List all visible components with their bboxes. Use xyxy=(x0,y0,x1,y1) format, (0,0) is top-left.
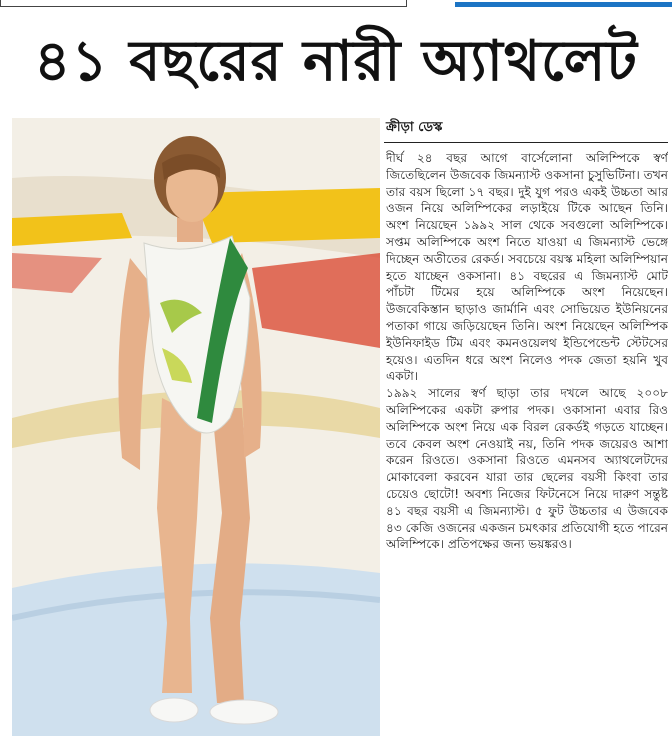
top-strip xyxy=(0,0,672,14)
article-paragraph: দীর্ঘ ২৪ বছর আগে বার্সেলোনা অলিম্পিকে স্বর্ণ জিতেছিলেন উজবেক জিমন্যাস্ট ওকসানা চুসুভিটিনা। তখন তার বয়স ছিলো ১৭ বছর। দুই যুগ পরও একই উচ্চতা আর ওজন নিয়ে অলিম্পিকের লড়াইয়ে টিকে আছেন তিনি। অংশ নিয়েছেন ১৯৯২ সাল থেকে সবগুলো অলিম্পিকে। সপ্তম অলিম্পিকে অংশ নিতে যাওয়া এ জিমন্যাস্ট ভেঙ্গে দিচ্ছেন অতীতের রেকর্ড। সবচেয়ে বয়স্ক মহিলা অলিম্পিয়ান হতে যাচ্ছেন ওকসানা। ৪১ বছরের এ জিমন্যাস্ট মোট পাঁচটা টিমের হয়ে অলিম্পিকে অংশ নিয়েছেন। উজবেকিস্তান ছাড়াও জার্মানি এবং সোভিয়েত ইউনিয়নের পতাকা গায়ে জড়িয়েছেন তিনি। অংশ নিয়েছেন অলিম্পিক ইউনিফাইড টিম এবং কমনওয়েলথ ইন্ডিপেন্ডেন্ট স্টেটসের হয়েও। এতদিন ধরে অংশ নিলেও পদক জেতা হয়নি খুব একটা। xyxy=(386,151,668,384)
athlete-right-shoe xyxy=(210,700,278,724)
article-paragraph: ১৯৯২ সালের স্বর্ণ ছাড়া তার দখলে আছে ২০০৮ অলিম্পিকের একটা রুপার পদক। ওকাসানা এবার রিও অলিম্পিকে অংশ নিয়ে এক বিরল রেকর্ডই গড়তে যাচ্ছেন। তবে কেবল অংশ নেওয়াই নয়, তিনি পদক জয়েরও আশা করেন রিওতে। ওকসানা রিওতে এমনসব অ্যাথলেটদের মোকাবেলা করবেন যারা তার ছেলের বয়সী কিংবা তার চেয়েও ছোটো! অবশ্য নিজের ফিটনেসে নিয়ে দারুণ সন্তুষ্ট ৪১ বছর বয়সী এ জিমন্যাস্ট। ৫ ফুট উচ্চতার এ উজবেক ৪৩ কেজি ওজনের একজন চমৎকার প্রতিযোগী হতে পারেন অলিম্পিকে। প্রতিপক্ষের জন্য ভয়ঙ্করও। xyxy=(386,386,668,552)
top-frame-box xyxy=(0,0,407,7)
headline: ৪১ বছরের নারী অ্যাথলেট xyxy=(34,29,638,94)
gymnast-illustration xyxy=(12,118,380,736)
article-body xyxy=(386,150,668,736)
athlete-left-shoe xyxy=(150,698,198,722)
byline-rule xyxy=(384,142,668,143)
byline: ক্রীড়া ডেস্ক xyxy=(386,120,443,135)
gymnast-photo xyxy=(12,118,380,736)
top-accent-bar xyxy=(455,2,672,7)
